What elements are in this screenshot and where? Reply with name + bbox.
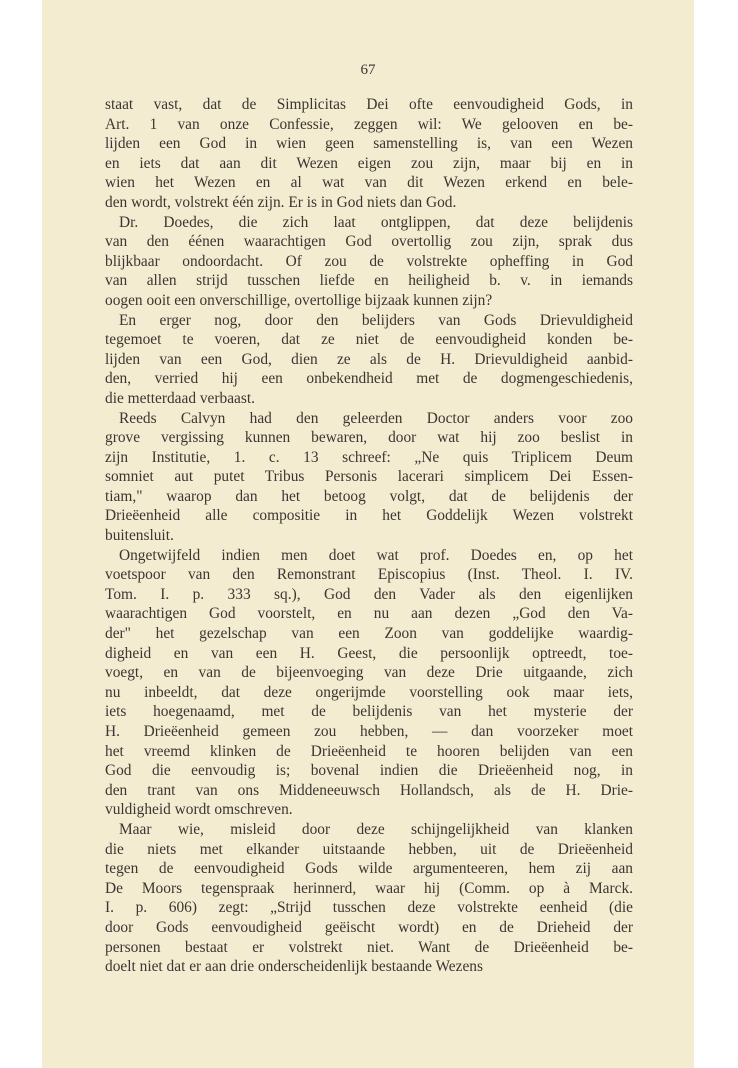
text-line: der" het gezelschap van een Zoon van goddelijke waardig- [105, 625, 633, 643]
text-line: door Gods eenvoudigheid geëischt wordt) en de Drieheid der [105, 918, 633, 936]
paragraph [105, 820, 633, 977]
text-line: voegt, en van de bijeenvoeging van deze Drie uitgaande, zich [105, 664, 633, 682]
text-line: den wordt, volstrekt één zijn. Er is in God niets dan God. [105, 193, 457, 211]
text-line: Ongetwijfeld indien men doet wat prof. Doedes en, op het [119, 546, 633, 564]
text-line: tiam," waarop dan het betoog volgt, dat de belijdenis der [105, 487, 633, 505]
text-line: lijden een God in wien geen samenstelling is, van een Wezen [105, 135, 633, 153]
text-line: iets hoegenaamd, met de belijdenis van het mysterie der [105, 703, 633, 721]
text-line: digheid en van een H. Geest, die persoonlijk optreedt, toe- [105, 644, 633, 662]
text-line: grove vergissing kunnen bewaren, door wat hij zoo beslist in [105, 429, 633, 447]
paragraph [105, 311, 633, 409]
text-line: voetspoor van den Remonstrant Episcopius (Inst. Theol. I. IV. [105, 566, 633, 584]
text-line: het vreemd klinken de Drieëenheid te hooren belijden van een [105, 742, 633, 760]
text-line: En erger nog, door den belijders van Gods Drievuldigheid [119, 311, 633, 329]
text-line: van den éénen waarachtigen God overtollig zou zijn, sprak dus [105, 233, 633, 251]
text-line: vuldigheid wordt omschreven. [105, 801, 293, 819]
paragraph [105, 409, 633, 546]
text-line: waarachtigen God voorstelt, en nu aan dezen „God den Va- [105, 605, 633, 623]
text-line: Reeds Calvyn had den geleerden Doctor anders voor zoo [119, 409, 633, 427]
text-line: lijden van een God, dien ze als de H. Drievuldigheid aanbid- [105, 350, 633, 368]
text-line: nu inbeeldt, dat deze ongerijmde voorstelling ook maar iets, [105, 683, 633, 701]
text-line: De Moors tegenspraak herinnerd, waar hij (Comm. op à Marck. [105, 879, 633, 897]
text-line: tegen de eenvoudigheid Gods wilde argumenteeren, hem zij aan [105, 860, 633, 878]
text-line: van allen strijd tusschen liefde en heiligheid b. v. in iemands [105, 272, 633, 290]
paragraph [105, 213, 633, 311]
text-line: Drieëenheid alle compositie in het Goddelijk Wezen volstrekt [105, 507, 633, 525]
text-line: Art. 1 van onze Confessie, zeggen wil: We gelooven en be- [105, 115, 633, 133]
page-number: 67 [360, 62, 376, 78]
text-line: staat vast, dat de Simplicitas Dei ofte eenvoudigheid Gods, in [105, 96, 633, 113]
text-line: doelt niet dat er aan drie onderscheidenlijk bestaande Wezens [105, 958, 483, 976]
text-line: die metterdaad verbaast. [105, 389, 255, 407]
paragraph [105, 95, 633, 213]
text-line: wien het Wezen en al wat van dit Wezen erkend en bele- [105, 174, 633, 192]
text-line: blijkbaar ondoordacht. Of zou de volstrekte opheffing in God [105, 252, 633, 270]
text-line: personen bestaat er volstrekt niet. Want de Drieëenheid be- [105, 938, 633, 956]
text-line: Maar wie, misleid door deze schijngelijkheid van klanken [119, 820, 633, 838]
text-line: den, verried hij een onbekendheid met de dogmengeschiedenis, [105, 370, 633, 388]
text-line: die niets met elkander uitstaande hebben, uit de Drieëenheid [105, 840, 633, 858]
book-page [42, 0, 694, 1068]
text-line: Dr. Doedes, die zich laat ontglippen, dat deze belijdenis [119, 213, 633, 231]
text-line: H. Drieëenheid gemeen zou hebben, — dan voorzeker moet [105, 723, 633, 740]
text-line: zijn Institutie, 1. c. 13 schreef: „Ne quis Triplicem Deum [105, 448, 633, 466]
text-line: Tom. I. p. 333 sq.), God den Vader als den eigenlijken [105, 585, 633, 603]
paragraph [105, 546, 633, 820]
text-line: God die eenvoudig is; bovenal indien die Drieëenheid nog, in [105, 762, 633, 780]
text-line: tegemoet te voeren, dat ze niet de eenvoudigheid konden be- [105, 331, 633, 349]
text-line: en iets dat aan dit Wezen eigen zou zijn, maar bij en in [105, 154, 633, 172]
text-line: I. p. 606) zegt: „Strijd tusschen deze volstrekte eenheid (die [105, 899, 633, 917]
body-text [105, 95, 633, 977]
text-line: den trant van ons Middeneeuwsch Hollandsch, als de H. Drie- [105, 781, 633, 799]
text-line: oogen ooit een onverschillige, overtollige bijzaak kunnen zijn? [105, 291, 493, 309]
text-line: buitensluit. [105, 527, 174, 545]
text-line: somniet aut putet Tribus Personis lacerari simplicem Dei Essen- [105, 468, 633, 486]
